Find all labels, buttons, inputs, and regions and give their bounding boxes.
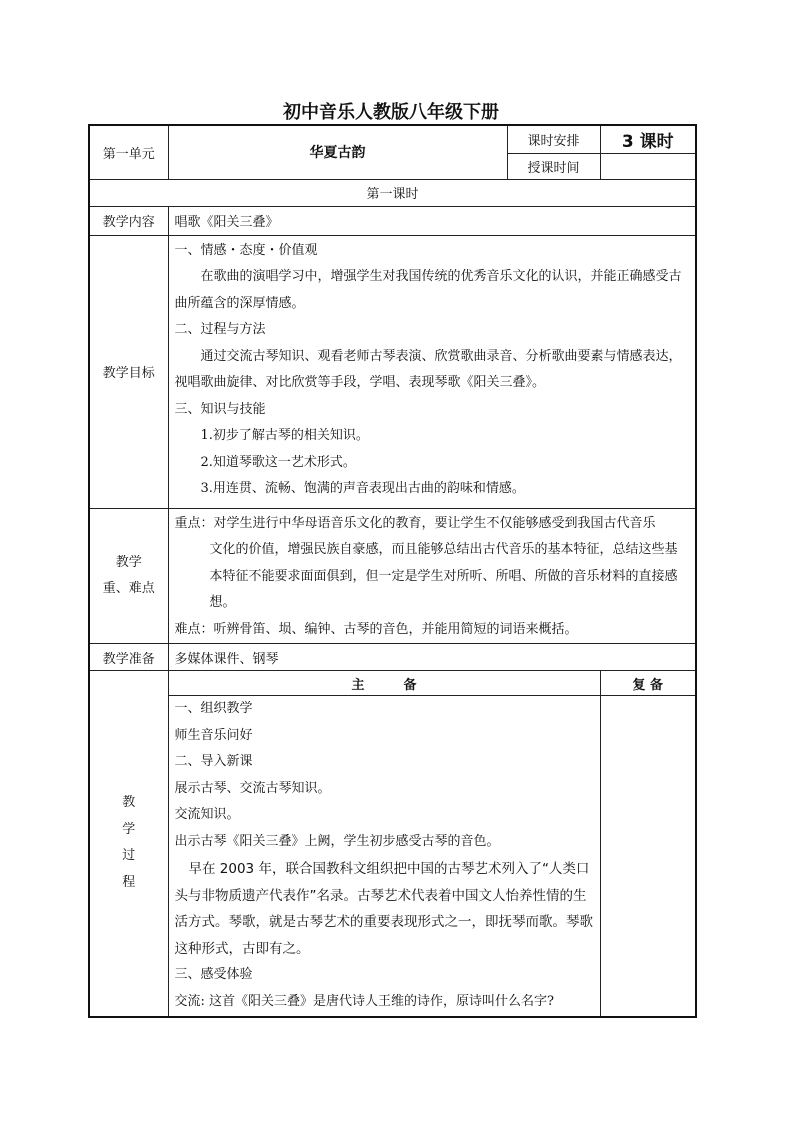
process-paragraph: 早在 2003 年，联合国教科文组织把中国的古琴艺术列入了“人类口头与非物质遗产代表作”名录。古琴艺术代表着中国文人怡养性情的生活方式。琴歌，就是古琴艺术的重要表现形式之一，即抚琴而歌。琴歌这种形式，古即有之。 bbox=[174, 861, 593, 957]
keypoints-label-line-2: 重、难点 bbox=[102, 580, 155, 596]
goals-item-3: 3.用连贯、流畅、饱满的声音表现出古曲的韵味和情感。 bbox=[200, 481, 525, 496]
process-line-1: 一、组织教学 bbox=[174, 701, 253, 716]
unit-cell: 第一单元 bbox=[89, 125, 168, 179]
keypoints-cell bbox=[168, 508, 696, 644]
process-line-3: 二、导入新课 bbox=[174, 754, 253, 769]
goals-heading-3: 三、知识与技能 bbox=[174, 401, 266, 417]
goals-label: 教学目标 bbox=[89, 235, 168, 508]
key-line-1: 对学生进行中华母语音乐文化的教育，要让学生不仅能够感受到我国古代音乐 bbox=[213, 515, 656, 531]
goals-heading-1: 一、情感・态度・价值观 bbox=[174, 242, 318, 258]
process-last-line: 交流: 这首《阳关三叠》是唐代诗人王维的诗作，原诗叫什么名字? bbox=[174, 993, 554, 1009]
process-label-char-2: 学 bbox=[122, 821, 136, 837]
process-line-4: 展示古琴、交流古琴知识。 bbox=[174, 780, 331, 796]
process-line-2: 师生音乐问好 bbox=[174, 727, 253, 743]
page-title: 初中音乐人教版八年级下册 bbox=[283, 102, 499, 123]
review-header: 复 备 bbox=[600, 671, 696, 696]
key-prefix: 重点： bbox=[174, 515, 214, 531]
main-content bbox=[168, 696, 600, 1017]
lesson-plan-table bbox=[88, 124, 697, 1018]
keypoints-label-line-1: 教学 bbox=[115, 554, 142, 570]
content-label: 教学内容 bbox=[89, 206, 168, 235]
schedule-label: 课时安排 bbox=[507, 125, 600, 153]
keypoints-label bbox=[89, 508, 168, 644]
time-label: 授课时间 bbox=[507, 153, 600, 179]
prep-value: 多媒体课件、钢琴 bbox=[168, 644, 696, 671]
process-heading-3: 三、感受体验 bbox=[174, 967, 253, 982]
content-value: 唱歌《阳关三叠》 bbox=[168, 206, 696, 235]
goals-paragraph-2: 通过交流古琴知识、观看老师古琴表演、欣赏歌曲录音、分析歌曲要素与情感表达，视唱歌曲旋律、对比欣赏等手段，学唱、表现琴歌《阳关三叠》。 bbox=[174, 348, 682, 390]
process-line-6: 出示古琴《阳关三叠》上阙，学生初步感受古琴的音色。 bbox=[174, 833, 500, 849]
review-content[interactable] bbox=[600, 696, 696, 1017]
process-line-5: 交流知识。 bbox=[174, 807, 240, 822]
lesson-title: 第一课时 bbox=[89, 179, 696, 206]
goals-item-1: 1.初步了解古琴的相关知识。 bbox=[200, 428, 369, 443]
goals-cell bbox=[168, 235, 696, 508]
main-header: 主 备 bbox=[168, 671, 600, 696]
schedule-value: 3 课时 bbox=[600, 125, 696, 153]
prep-label: 教学准备 bbox=[89, 644, 168, 671]
goals-paragraph-1: 在歌曲的演唱学习中，增强学生对我国传统的优秀音乐文化的认识，并能正确感受古曲所蕴含的深厚情感。 bbox=[174, 269, 682, 311]
process-label-char-4: 程 bbox=[122, 874, 136, 890]
unit-title: 华夏古韵 bbox=[168, 125, 507, 179]
process-label bbox=[89, 671, 168, 1017]
time-value[interactable] bbox=[600, 153, 696, 179]
process-label-char-1: 教 bbox=[122, 795, 136, 811]
difficulty: 难点：听辨骨笛、埙、编钟、古琴的音色，并能用简短的词语来概括。 bbox=[174, 621, 578, 637]
process-label-char-3: 过 bbox=[122, 848, 136, 864]
key-rest: 文化的价值，增强民族自豪感，而且能够总结出古代音乐的基本特征，总结这些基本特征不能要求面面俱到，但一定是学生对所听、所唱、所做的音乐材料的直接感想。 bbox=[209, 542, 678, 610]
goals-heading-2: 二、过程与方法 bbox=[174, 322, 266, 337]
goals-item-2: 2.知道琴歌这一艺术形式。 bbox=[200, 454, 356, 470]
